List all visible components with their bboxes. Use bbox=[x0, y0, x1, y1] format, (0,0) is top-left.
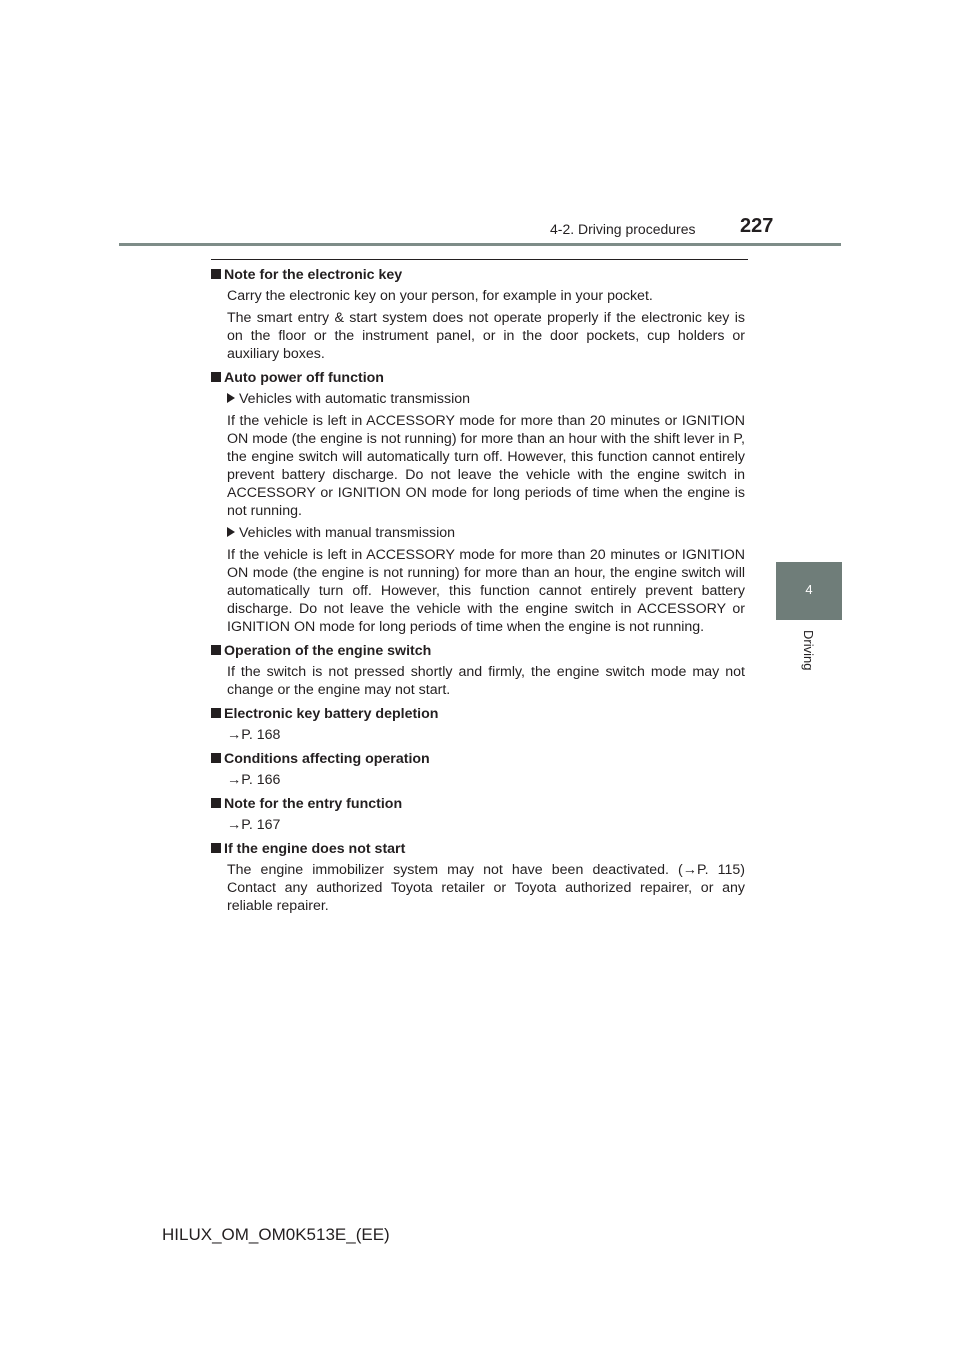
section-heading bbox=[211, 642, 745, 660]
section-title: Note for the entry function bbox=[224, 796, 403, 812]
section-heading bbox=[211, 750, 745, 768]
triangle-bullet-icon bbox=[227, 527, 235, 537]
section-title: Electronic key battery depletion bbox=[224, 706, 439, 722]
section-conditions bbox=[211, 750, 745, 789]
section-title: Auto power off function bbox=[224, 370, 384, 386]
section-reference: 4-2. Driving procedures bbox=[550, 221, 696, 237]
section-title: Conditions affecting operation bbox=[224, 751, 430, 767]
page-reference-link[interactable]: →P. 167 bbox=[227, 817, 281, 833]
triangle-bullet-icon bbox=[227, 393, 235, 403]
section-heading bbox=[211, 266, 745, 284]
paragraph: If the switch is not pressed shortly and firmly, the engine switch mode may not change or the engine may not start. bbox=[227, 664, 745, 698]
chapter-label bbox=[798, 630, 818, 690]
header-rule bbox=[119, 243, 841, 246]
document-code: HILUX_OM_OM0K513E_(EE) bbox=[162, 1225, 390, 1244]
sub-item-heading bbox=[211, 390, 745, 408]
sub-item-label: Vehicles with manual transmission bbox=[239, 525, 456, 541]
square-bullet-icon bbox=[211, 798, 221, 808]
paragraph: If the vehicle is left in ACCESSORY mode for more than 20 minutes or IGNITION ON mode (the engine is not running) for more than an hour, the engine switch will automatically turn off. However, this function cannot entirely prevent battery discharge. Do not leave the vehicle with the engine switch in ACCESSORY or IGNITION ON mode for long periods of time when the engine is not running. bbox=[227, 547, 745, 635]
section-engine-switch bbox=[211, 642, 745, 699]
content bbox=[211, 266, 745, 921]
sub-item-heading bbox=[211, 524, 745, 542]
chapter-tab[interactable] bbox=[776, 562, 842, 620]
section-title: Operation of the engine switch bbox=[224, 643, 432, 659]
square-bullet-icon bbox=[211, 269, 221, 279]
square-bullet-icon bbox=[211, 372, 221, 382]
paragraph: If the vehicle is left in ACCESSORY mode for more than 20 minutes or IGNITION ON mode (the engine is not running) for more than an hour with the shift lever in P, the engine switch will automatically turn off. However, this function cannot entirely prevent battery discharge. Do not leave the vehicle with the engine switch in ACCESSORY or IGNITION ON mode for long periods of time when the engine is not running. bbox=[227, 413, 745, 519]
square-bullet-icon bbox=[211, 708, 221, 718]
square-bullet-icon bbox=[211, 843, 221, 853]
section-electronic-key bbox=[211, 266, 745, 363]
section-title: If the engine does not start bbox=[224, 841, 406, 857]
page-reference-link[interactable]: →P. 168 bbox=[227, 727, 281, 743]
section-engine-not-start bbox=[211, 840, 745, 915]
section-heading bbox=[211, 795, 745, 813]
chapter-tab-number: 4 bbox=[805, 582, 813, 597]
section-battery-depletion bbox=[211, 705, 745, 744]
section-heading bbox=[211, 840, 745, 858]
section-heading bbox=[211, 705, 745, 723]
section-entry-function bbox=[211, 795, 745, 834]
paragraph: The smart entry & start system does not operate properly if the electronic key is on the floor or the instrument panel, or in the door pockets, cup holders or auxiliary boxes. bbox=[227, 310, 745, 362]
chapter-label-text: Driving bbox=[801, 630, 816, 671]
paragraph: The engine immobilizer system may not have been deactivated. (→P. 115) Contact any authorized Toyota retailer or Toyota authorized repairer, or any reliable repairer. bbox=[227, 862, 745, 914]
content-rule bbox=[211, 259, 748, 260]
section-heading bbox=[211, 369, 745, 387]
section-title: Note for the electronic key bbox=[224, 267, 403, 283]
page-number: 227 bbox=[740, 215, 774, 237]
square-bullet-icon bbox=[211, 645, 221, 655]
sub-item-label: Vehicles with automatic transmission bbox=[239, 391, 471, 407]
paragraph: Carry the electronic key on your person, for example in your pocket. bbox=[227, 288, 653, 304]
section-auto-power-off bbox=[211, 369, 745, 636]
square-bullet-icon bbox=[211, 753, 221, 763]
page-reference-link[interactable]: →P. 166 bbox=[227, 772, 281, 788]
